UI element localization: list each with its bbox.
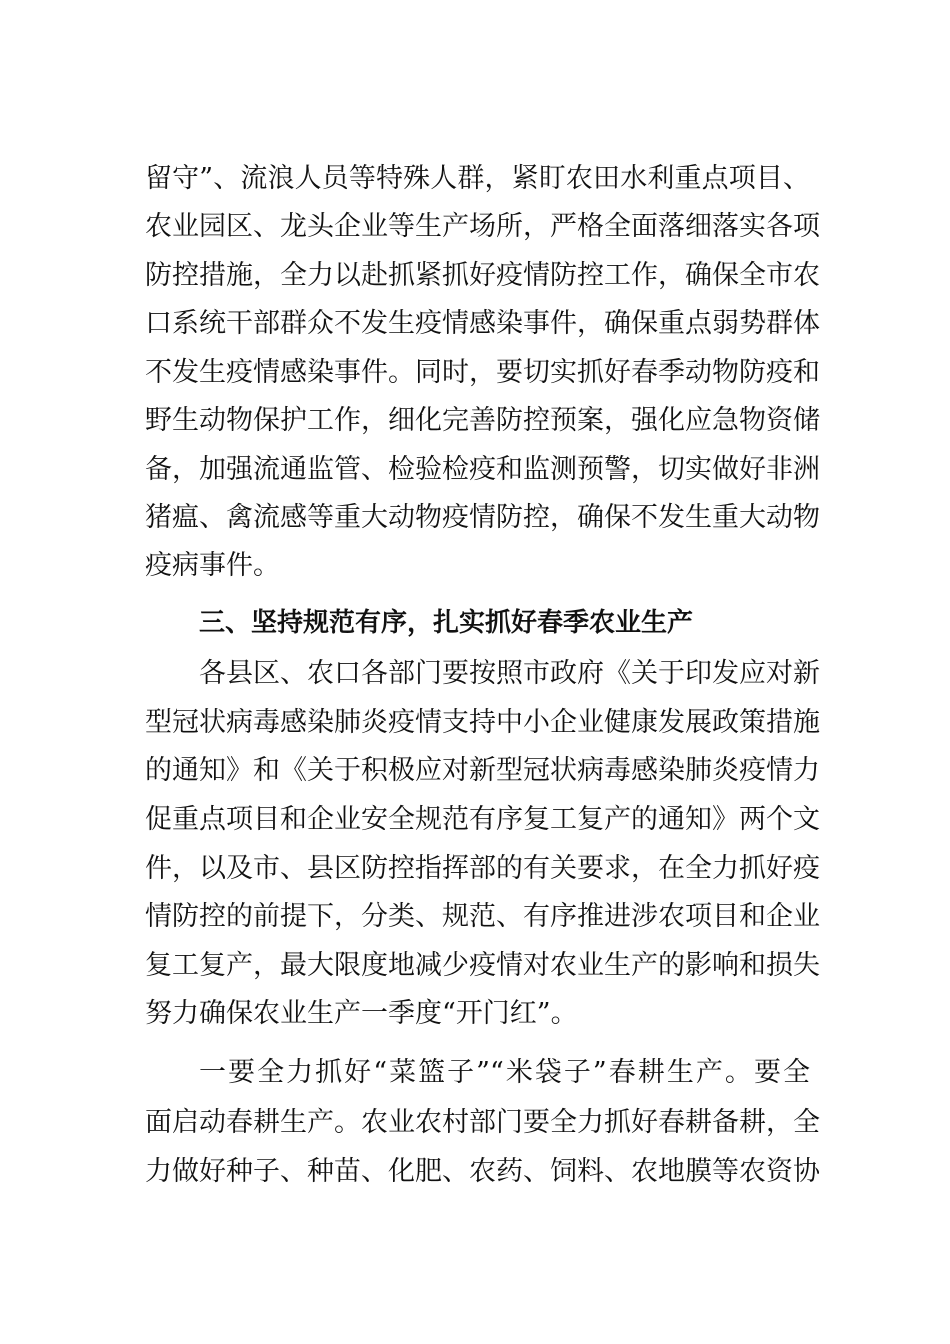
paragraph-2-line-2: 型冠状病毒感染肺炎疫情支持中小企业健康发展政策措施 xyxy=(145,707,820,738)
paragraph-1-line-7: 备，加强流通监管、检验检疫和监测预警，切实做好非洲 xyxy=(145,454,820,485)
paragraph-2-line-8: 努力确保农业生产一季度“开门红”。 xyxy=(145,998,578,1029)
paragraph-1-line-2: 农业园区、龙头企业等生产场所，严格全面落细落实各项 xyxy=(145,211,820,242)
paragraph-2-line-7: 复工复产，最大限度地减少疫情对农业生产的影响和损失 xyxy=(145,950,820,981)
paragraph-1-line-8: 猪瘟、禽流感等重大动物疫情防控，确保不发生重大动物 xyxy=(145,502,820,533)
paragraph-3-line-3: 力做好种子、种苗、化肥、农药、饲料、农地膜等农资协 xyxy=(145,1156,820,1187)
paragraph-2-line-3: 的通知》和《关于积极应对新型冠状病毒感染肺炎疫情力 xyxy=(145,755,820,786)
paragraph-1-line-3: 防控措施，全力以赴抓紧抓好疫情防控工作，确保全市农 xyxy=(145,260,820,291)
paragraph-1-line-9: 疫病事件。 xyxy=(145,550,280,581)
paragraph-2-line-6: 情防控的前提下，分类、规范、有序推进涉农项目和企业 xyxy=(145,901,820,932)
paragraph-1-line-4: 口系统干部群众不发生疫情感染事件，确保重点弱势群体 xyxy=(145,308,820,339)
paragraph-2-line-5: 件，以及市、县区防控指挥部的有关要求，在全力抓好疫 xyxy=(145,853,820,884)
section-heading: 三、坚持规范有序，扎实抓好春季农业生产 xyxy=(199,608,694,638)
paragraph-1-line-5: 不发生疫情感染事件。同时，要切实抓好春季动物防疫和 xyxy=(145,357,820,388)
paragraph-2-line-1: 各县区、农口各部门要按照市政府《关于印发应对新 xyxy=(199,658,820,689)
paragraph-3-line-1: 一要全力抓好“菜篮子”“米袋子”春耕生产。要全 xyxy=(199,1057,810,1088)
paragraph-3-line-2: 面启动春耕生产。农业农村部门要全力抓好春耕备耕，全 xyxy=(145,1107,820,1138)
paragraph-2-line-4: 促重点项目和企业安全规范有序复工复产的通知》两个文 xyxy=(145,804,820,835)
paragraph-1-line-1: 留守”、流浪人员等特殊人群，紧盯农田水利重点项目、 xyxy=(145,163,810,194)
paragraph-1-line-6: 野生动物保护工作，细化完善防控预案，强化应急物资储 xyxy=(145,405,820,436)
